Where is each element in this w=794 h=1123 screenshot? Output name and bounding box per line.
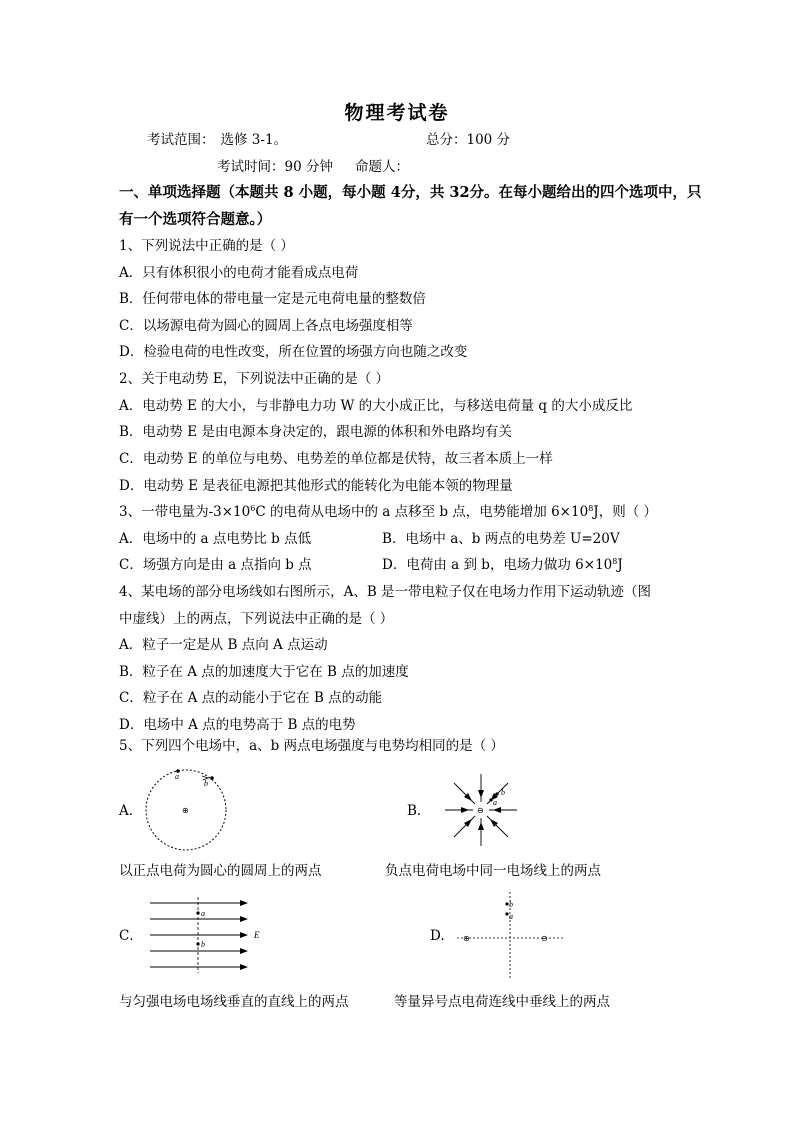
author-label: 命题人： xyxy=(354,159,409,175)
q5-caption-c: 与匀强电场电场线垂直的直线上的两点 xyxy=(119,994,349,1010)
q3-option-c: C．场强方向是由 a 点指向 b 点 xyxy=(119,557,312,573)
fig-c-point-b: b xyxy=(201,940,205,949)
q3-stem-exponent1: 6 xyxy=(250,504,256,513)
time-label: 考试时间： xyxy=(217,159,285,175)
q3-stem xyxy=(119,503,657,521)
fig-d-positive-charge: ⊕ xyxy=(463,934,470,943)
time-value: 90 分钟 xyxy=(284,159,333,175)
fig-a-point-a: a xyxy=(175,772,179,781)
q4-option-d: D．电场中 A 点的电势高于 B 点的电势 xyxy=(119,717,356,733)
q5-stem: 5、下列四个电场中，a、b 两点电场强度与电势均相同的是（ ） xyxy=(119,738,504,754)
scope-value: 选修 3-1。 xyxy=(220,132,288,148)
q4-option-a: A．粒子一定是从 B 点向 A 点运动 xyxy=(119,637,328,653)
q1-option-b: B．任何带电体的带电量一定是元电荷电量的整数倍 xyxy=(119,291,426,307)
fig-a-point-b: b xyxy=(204,779,208,788)
q3-option-d xyxy=(382,556,623,574)
fig-d-point-b: b xyxy=(509,900,513,909)
total-label: 总分： xyxy=(426,132,467,148)
q5-figure-c xyxy=(148,895,268,975)
page-title: 物理考试卷 xyxy=(344,102,450,124)
q3-option-a: A．电场中的 a 点电势比 b 点低 xyxy=(119,531,312,547)
q4-stem-line2: 中虚线）上的两点，下列说法中正确的是（ ） xyxy=(119,611,394,627)
fig-d-point-a: a xyxy=(509,912,513,921)
fig-c-point-a: a xyxy=(201,909,205,918)
q5-caption-d: 等量异号点电荷连线中垂线上的两点 xyxy=(394,994,610,1010)
fig-b-point-b: b xyxy=(501,788,505,797)
q1-option-c: C．以场源电荷为圆心的圆周上各点电场强度相等 xyxy=(119,318,413,334)
q2-stem: 2、关于电动势 E，下列说法中正确的是（ ） xyxy=(119,371,390,387)
q3-stem-part2: C 的电荷从电场中的 a 点移至 b 点，电势能增加 6×10 xyxy=(255,504,589,520)
q5-figure-b xyxy=(441,770,521,850)
scope-label: 考试范围： xyxy=(147,132,215,148)
q3-stem-part1: 3、一带电量为-3×10 xyxy=(119,504,251,520)
q5-caption-a: 以正点电荷为圆心的圆周上的两点 xyxy=(119,863,322,879)
q3-stem-exponent2: 8 xyxy=(588,504,594,513)
q1-stem: 1、下列说法中正确的是（ ） xyxy=(119,238,294,254)
fig-b-charge: ⊖ xyxy=(477,806,484,815)
q2-option-a: A．电动势 E 的大小，与非静电力功 W 的大小成正比，与移送电荷量 q 的大小成反比 xyxy=(119,398,633,414)
q1-option-a: A．只有体积很小的电荷才能看成点电荷 xyxy=(119,265,359,281)
q3-stem-part3: J，则（ ） xyxy=(593,504,657,520)
q3-option-d-part2: J xyxy=(617,557,623,573)
q5-option-b-label: B. xyxy=(407,803,422,819)
q4-option-b: B．粒子在 A 点的加速度大于它在 B 点的加速度 xyxy=(119,664,409,680)
q3-option-d-part1: D．电荷由 a 到 b，电场力做功 6×10 xyxy=(382,557,613,573)
q3-option-d-exponent: 8 xyxy=(612,557,618,566)
total-line xyxy=(426,131,510,149)
q1-option-d: D．检验电荷的电性改变，所在位置的场强方向也随之改变 xyxy=(119,344,468,360)
total-value: 100 分 xyxy=(466,132,511,148)
q2-option-b: B．电动势 E 是由电源本身决定的，跟电源的体积和外电路均有关 xyxy=(119,424,512,440)
q5-figure-d xyxy=(455,890,565,980)
q5-figure-a xyxy=(142,765,232,855)
fig-b-point-a: a xyxy=(493,798,497,807)
q5-caption-b: 负点电荷电场中同一电场线上的两点 xyxy=(385,863,601,879)
scope-line xyxy=(147,131,287,149)
q4-stem-line1: 4、某电场的部分电场线如右图所示，A、B 是一带电粒子仅在电场力作用下运动轨迹（图 xyxy=(119,584,652,600)
fig-c-field-label: E xyxy=(254,930,260,940)
q5-option-a-label: A． xyxy=(119,803,143,819)
q5-option-c-label: C． xyxy=(119,928,143,944)
time-line xyxy=(217,158,409,176)
fig-d-negative-charge: ⊖ xyxy=(541,934,548,943)
fig-a-charge: ⊕ xyxy=(182,806,189,815)
q4-option-c: C．粒子在 A 点的动能小于它在 B 点的动能 xyxy=(119,690,383,706)
q2-option-d: D．电动势 E 是表征电源把其他形式的能转化为电能本领的物理量 xyxy=(119,478,513,494)
q5-option-d-label: D. xyxy=(430,928,445,944)
q2-option-c: C．电动势 E 的单位与电势、电势差的单位都是伏特，故三者本质上一样 xyxy=(119,451,553,467)
section-heading-line1: 一、单项选择题（本题共 8 小题，每小题 4分，共 32分。在每小题给出的四个选项中，只 xyxy=(119,184,702,201)
section-heading-line2: 有一个选项符合题意。） xyxy=(119,211,272,228)
q3-option-b: B．电场中 a、b 两点的电势差 U=20V xyxy=(382,531,620,547)
